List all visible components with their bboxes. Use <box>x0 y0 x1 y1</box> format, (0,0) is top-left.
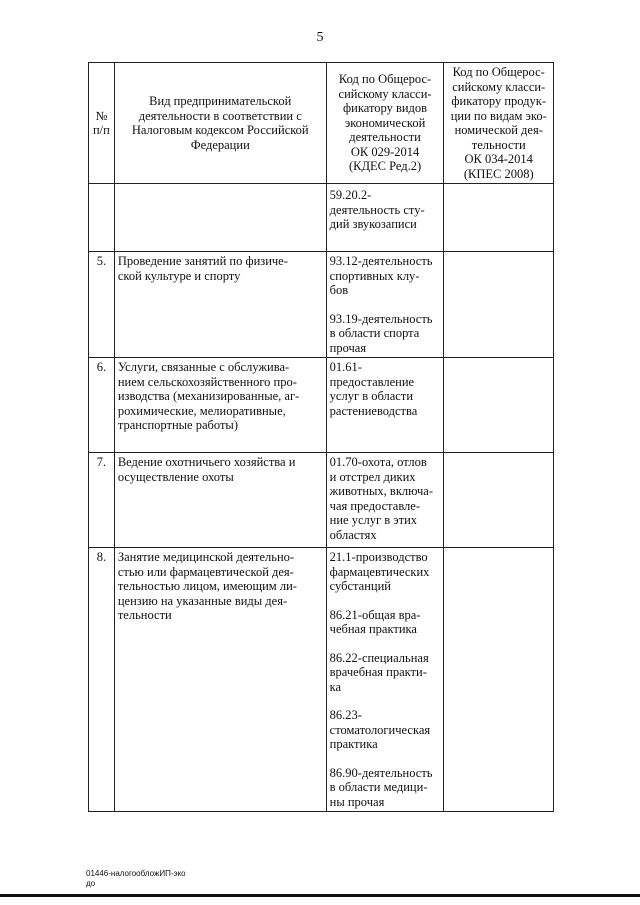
activity-cell: Занятие медицинской деятельно- стью или фармацевтической дея- тельностью лицом, имеющим ли- цензию на указанные виды дея- тельности <box>114 548 326 812</box>
row-number <box>89 184 115 252</box>
activity-cell: Ведение охотничьего хозяйства и осуществление охоты <box>114 453 326 548</box>
footer-file-id: 01446-налогообложИП-эко до <box>86 869 186 888</box>
okved-cell <box>326 453 444 548</box>
row-number: 7. <box>89 453 115 548</box>
okpd-cell <box>444 358 554 453</box>
okved-cell <box>326 548 444 812</box>
row-number: 8. <box>89 548 115 812</box>
header-row <box>89 63 554 184</box>
okpd-cell <box>444 453 554 548</box>
okpd-cell <box>444 184 554 252</box>
okved-cell <box>326 358 444 453</box>
activity-cell: Услуги, связанные с обслужива- нием сельскохозяйственного про- изводства (механизированные, аг- рохимические, мелиоративные, транспортные работы) <box>114 358 326 453</box>
okved-code: 01.70-охота, отлов и отстрел диких животных, включа- чая предоставле- ние услуг в этих областях <box>329 455 434 542</box>
row-number: 5. <box>89 252 115 358</box>
activity-table <box>88 62 554 812</box>
okved-code: 21.1-производство фармацевтических субстанций <box>329 550 430 593</box>
okved-code: 93.12-деятельность спортивных клу- бов <box>329 254 433 297</box>
okpd-cell <box>444 252 554 358</box>
okved-code: 93.19-деятельность в области спорта прочая <box>329 311 433 355</box>
okved-code: 59.20.2- деятельность сту- дий звукозаписи <box>329 188 425 231</box>
activity-cell <box>114 184 326 252</box>
header-activity: Вид предпринимательской деятельности в соответствии с Налоговым кодексом Российской Федерации <box>114 63 326 184</box>
okved-cell <box>326 184 444 252</box>
bottom-rule <box>0 894 640 897</box>
okved-cell <box>326 252 444 358</box>
table-body <box>89 184 554 812</box>
table-row <box>89 252 554 358</box>
okved-code: 86.90-деятельность в области медици- ны прочая <box>329 765 433 809</box>
okved-code: 86.22-специальная врачебная практи- ка <box>329 650 429 694</box>
okved-code: 86.21-общая вра- чебная практика <box>329 607 421 636</box>
table-row <box>89 358 554 453</box>
okved-code: 86.23- стоматологическая практика <box>329 708 431 751</box>
okpd-cell <box>444 548 554 812</box>
okved-code: 01.61- предоставление услуг в области растениеводства <box>329 360 418 418</box>
row-number: 6. <box>89 358 115 453</box>
table-row <box>89 453 554 548</box>
table-row <box>89 184 554 252</box>
activity-cell: Проведение занятий по физиче- ской культуре и спорту <box>114 252 326 358</box>
header-okved: Код по Общерос- сийскому класси- фикатору видов экономической деятельности ОК 029-2014 (КДЕС Ред.2) <box>326 63 444 184</box>
header-num: № п/п <box>89 63 115 184</box>
page-number: 5 <box>316 30 324 45</box>
header-okpd: Код по Общерос- сийскому класси- фикатору продук- ции по видам эко- номической дея- тельности ОК 034-2014 (КПЕС 2008) <box>444 63 554 184</box>
table-row <box>89 548 554 812</box>
